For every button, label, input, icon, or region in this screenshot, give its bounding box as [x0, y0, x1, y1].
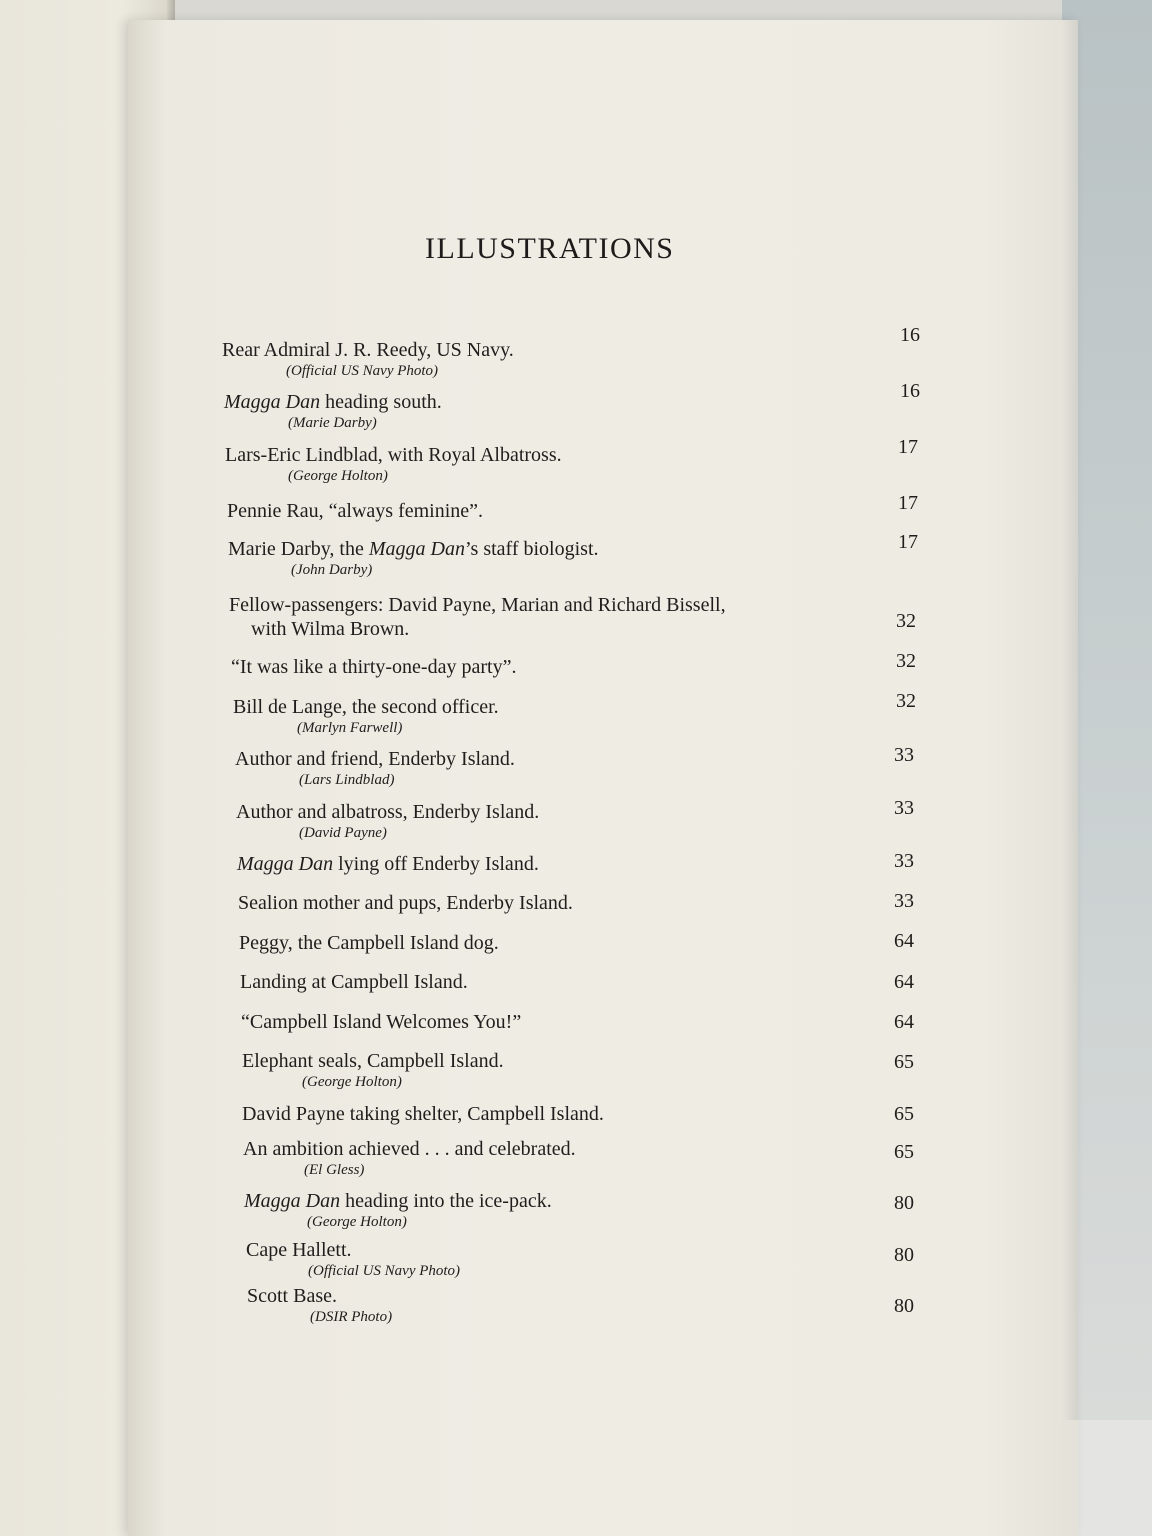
- page-number: 33: [894, 890, 914, 912]
- page-number: 32: [896, 610, 916, 632]
- page-number: 32: [896, 650, 916, 672]
- caption-text: ’s staff biologist.: [464, 538, 599, 560]
- illustration-entry: [241, 1010, 521, 1034]
- illustration-entry: [239, 931, 499, 955]
- illustration-entry: [222, 338, 514, 380]
- illustration-caption: [244, 1189, 552, 1213]
- photo-credit: (George Holton): [288, 468, 388, 484]
- page-heading: ILLUSTRATIONS: [425, 232, 675, 265]
- page-number: 33: [894, 744, 914, 766]
- caption-text: An ambition achieved . . . and celebrated.: [243, 1138, 576, 1160]
- photo-credit: (DSIR Photo): [310, 1309, 393, 1325]
- page-number: 64: [894, 971, 914, 993]
- ship-name: Magga Dan: [244, 1190, 341, 1212]
- illustration-entry: [246, 1238, 460, 1280]
- caption-text: Pennie Rau, “always feminine”.: [227, 500, 484, 522]
- ship-name: Magga Dan: [237, 853, 334, 875]
- page-number: 80: [894, 1192, 914, 1214]
- caption-text: Lars-Eric Lindblad, with Royal Albatross.: [225, 444, 562, 466]
- caption-text: lying off Enderby Island.: [333, 853, 539, 875]
- illustration-caption: [247, 1284, 392, 1308]
- caption-continuation: with Wilma Brown.: [251, 618, 410, 640]
- page-number: 17: [898, 436, 918, 458]
- caption-text: Landing at Campbell Island.: [240, 971, 468, 993]
- caption-text: Author and friend, Enderby Island.: [235, 748, 515, 770]
- caption-text: heading into the ice-pack.: [340, 1190, 552, 1212]
- caption-text: David Payne taking shelter, Campbell Island.: [242, 1103, 604, 1125]
- page-number: 33: [894, 797, 914, 819]
- caption-text: “Campbell Island Welcomes You!”: [241, 1011, 522, 1033]
- illustration-caption: [242, 1102, 604, 1126]
- illustration-caption: [227, 499, 483, 523]
- ship-name: Magga Dan: [224, 391, 321, 413]
- photo-credit: (George Holton): [307, 1214, 407, 1230]
- illustration-entry: [240, 970, 468, 994]
- caption-text: Rear Admiral J. R. Reedy, US Navy.: [222, 339, 514, 361]
- illustration-caption: [240, 970, 468, 994]
- page-number: 64: [894, 930, 914, 952]
- illustration-entry: [228, 537, 599, 579]
- caption-text: Peggy, the Campbell Island dog.: [239, 932, 499, 954]
- ship-name: Magga Dan: [368, 538, 465, 560]
- caption-text: “It was like a thirty-one-day party”.: [231, 656, 517, 678]
- photo-credit: (Marlyn Farwell): [297, 720, 403, 736]
- illustration-caption: [241, 1010, 521, 1034]
- illustration-entry: [247, 1284, 392, 1326]
- photo-credit: (Lars Lindblad): [299, 772, 395, 788]
- page-edge: [1062, 20, 1078, 1420]
- caption-text: Sealion mother and pups, Enderby Island.: [238, 892, 573, 914]
- caption-text: Marie Darby, the: [228, 538, 369, 560]
- photo-credit: (Official US Navy Photo): [286, 363, 439, 379]
- photo-credit: (John Darby): [291, 562, 373, 578]
- page-number: 17: [898, 531, 918, 553]
- illustration-entry: [237, 852, 539, 876]
- illustration-entry: [227, 499, 483, 523]
- illustration-caption: [238, 891, 573, 915]
- caption-text: Fellow-passengers: David Payne, Marian and Richard Bissell,: [229, 594, 726, 616]
- photo-credit: (George Holton): [302, 1074, 402, 1090]
- page-number: 65: [894, 1141, 914, 1163]
- illustration-caption: [237, 852, 539, 876]
- illustration-entry: [244, 1189, 552, 1231]
- illustration-entry: [231, 655, 516, 679]
- photo-credit: (David Payne): [299, 825, 387, 841]
- illustration-caption: [236, 800, 539, 824]
- illustration-entry: [243, 1137, 576, 1179]
- caption-text: Elephant seals, Campbell Island.: [242, 1050, 504, 1072]
- illustration-caption: [233, 695, 499, 719]
- caption-text: Scott Base.: [247, 1285, 337, 1307]
- page-number: 17: [898, 492, 918, 514]
- illustration-caption: [228, 537, 599, 561]
- page-number: 33: [894, 850, 914, 872]
- illustration-caption: [239, 931, 499, 955]
- illustration-entry: [235, 747, 515, 789]
- illustration-caption: [231, 655, 516, 679]
- photo-credit: (Marie Darby): [288, 415, 377, 431]
- page-number: 16: [900, 380, 920, 402]
- caption-text: Cape Hallett.: [246, 1239, 352, 1261]
- illustration-caption: [242, 1049, 504, 1073]
- illustration-entry: [242, 1102, 604, 1126]
- illustration-entry: [236, 800, 539, 842]
- illustration-entry: [225, 443, 562, 485]
- illustration-caption: [235, 747, 515, 771]
- illustration-caption: [246, 1238, 460, 1262]
- page-number: 16: [900, 324, 920, 346]
- illustration-entry: [224, 390, 442, 432]
- illustration-caption: [243, 1137, 576, 1161]
- page-number: 80: [894, 1295, 914, 1317]
- page-number: 32: [896, 690, 916, 712]
- illustration-caption: [224, 390, 442, 414]
- illustration-entry: [242, 1049, 504, 1091]
- caption-text: Author and albatross, Enderby Island.: [236, 801, 540, 823]
- illustration-entry: [233, 695, 499, 737]
- photo-credit: (Official US Navy Photo): [308, 1263, 461, 1279]
- illustration-entry: [229, 593, 726, 641]
- caption-text: heading south.: [320, 391, 442, 413]
- page-number: 64: [894, 1011, 914, 1033]
- photo-credit: (El Gless): [304, 1162, 365, 1178]
- page-number: 65: [894, 1051, 914, 1073]
- illustration-caption: [229, 593, 726, 617]
- illustration-caption: [222, 338, 514, 362]
- caption-text: Bill de Lange, the second officer.: [233, 696, 499, 718]
- page-number: 80: [894, 1244, 914, 1266]
- page-number: 65: [894, 1103, 914, 1125]
- illustration-entry: [238, 891, 573, 915]
- illustration-caption: [225, 443, 562, 467]
